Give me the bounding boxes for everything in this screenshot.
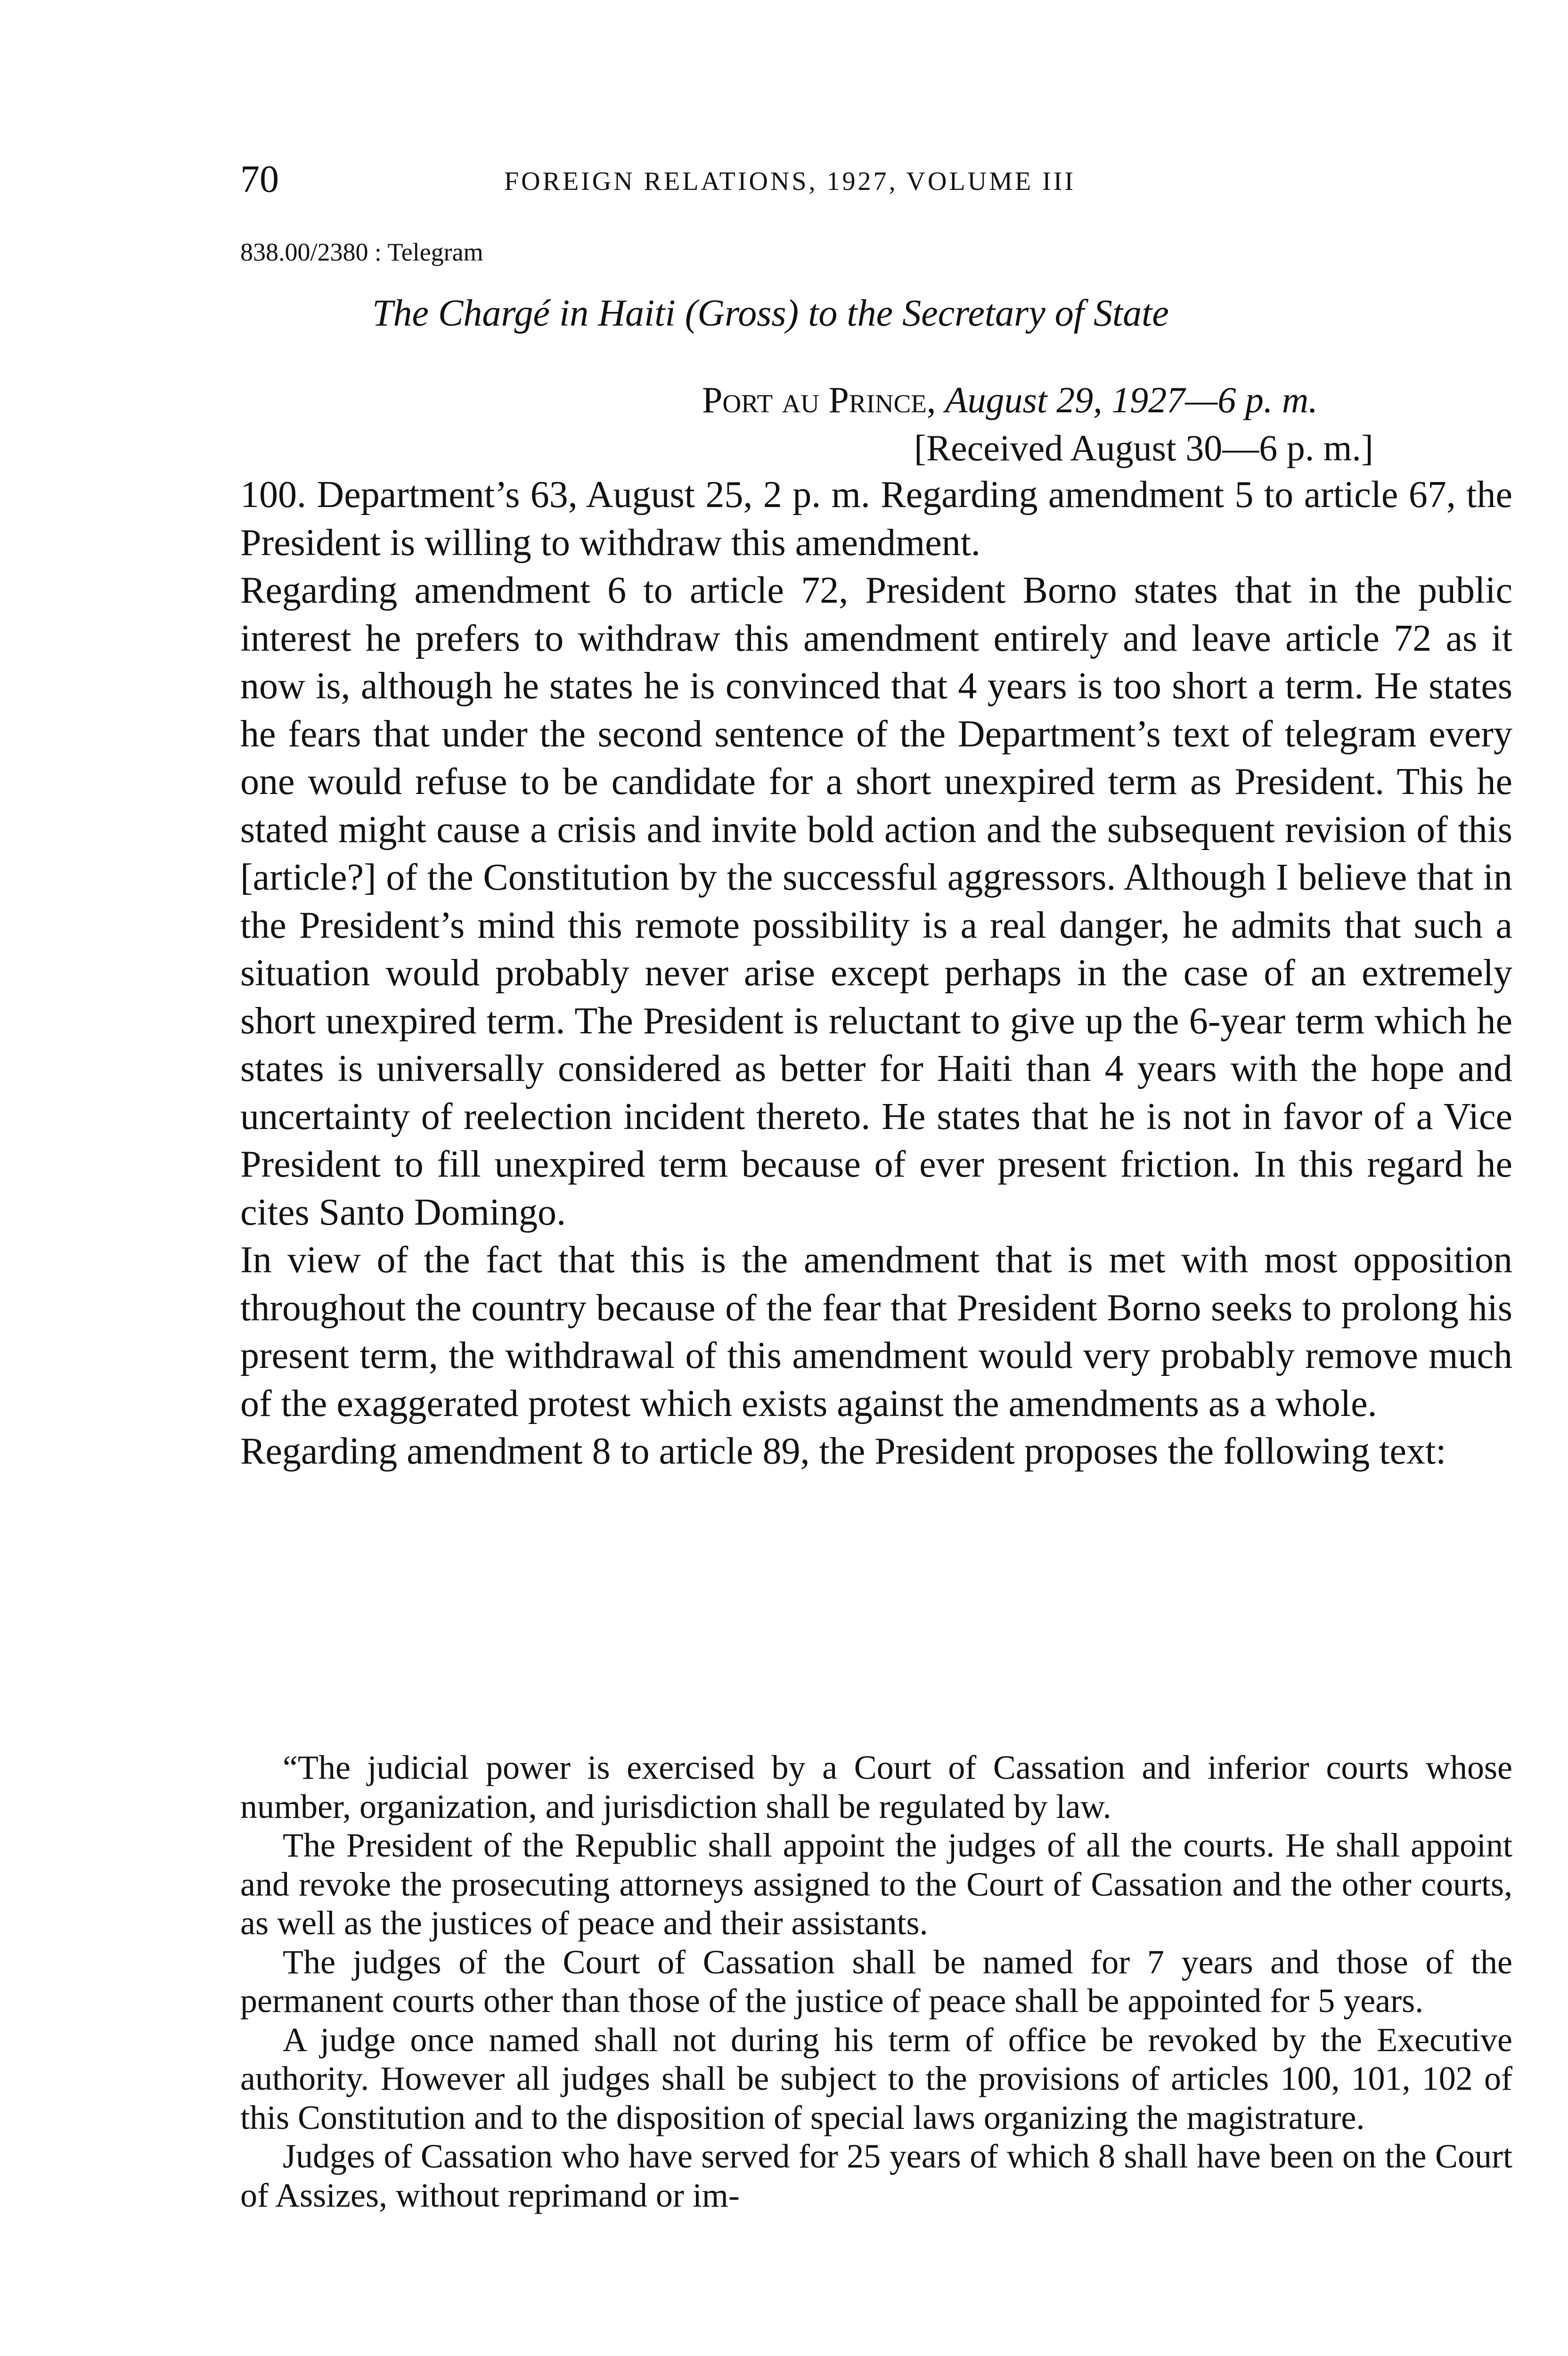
received-line: [Received August 30—6 p. m.] [914,427,1373,468]
quote-paragraph: “The judicial power is exercised by a Court of Cassation and inferior courts whose number, organization, and jurisdiction shall be regulated by law. [240,1749,1512,1825]
telegram-body [240,471,1512,1476]
document-title: The Chargé in Haiti (Gross) to the Secretary of State [372,293,1169,334]
paragraph: Regarding amendment 6 to article 72, President Borno states that in the public interest he prefers to withdraw this amendment entirely and leave article 72 as it now is, although he states he is convinced that 4 years is too short a term. He states he fears that under the second sentence of the Department’s text of telegram every one would refuse to be candidate for a short unexpired term as President. This he stated might cause a crisis and invite bold action and the subsequent revision of this [article?] of the Constitution by the successful aggressors. Although I believe that in the President’s mind this remote possibility is a real danger, he admits that such a situation would probably never arise except perhaps in the case of an extremely short unexpired term. The President is reluctant to give up the 6-year term which he states is universally considered as better for Haiti than 4 years with the hope and uncertainty of reelection incident thereto. He states that he is not in favor of a Vice President to fill unexpired term because of ever present friction. In this regard he cites Santo Domingo. [240,570,1512,1233]
quote-paragraph: A judge once named shall not during his term of office be revoked by the Executive authority. However all judges shall be subject to the provisions of articles 100, 101, 102 of this Constitution and to the disposition of special laws organizing the magistrature. [240,2021,1512,2136]
paragraph: In view of the fact that this is the amendment that is met with most opposition throughout the country because of the fear that President Borno seeks to prolong his present term, the withdrawal of this amendment would very probably remove much of the exaggerated protest which exists against the amendments as a whole. [240,1239,1512,1424]
origin-place: Port au Prince, [702,379,936,420]
page-number: 70 [240,157,279,200]
running-head: FOREIGN RELATIONS, 1927, VOLUME III [504,167,1076,196]
origin-line [702,375,1318,425]
proposed-text-quote [240,1748,1512,2215]
quote-paragraph: The judges of the Court of Cassation shall be named for 7 years and those of the permanent courts other than those of the justice of peace shall be appointed for 5 years. [240,1943,1512,2020]
quote-paragraph: The President of the Republic shall appoint the judges of all the courts. He shall appoint and revoke the prosecuting attorneys assigned to the Court of Cassation and the other courts, as well as the justices of peace and their assistants. [240,1826,1512,1942]
file-reference: 838.00/2380 : Telegram [240,238,483,266]
paragraph: Regarding amendment 8 to article 89, the President proposes the following text: [240,1431,1446,1472]
origin-date: August 29, 1927—6 p. m. [945,379,1318,420]
quote-paragraph: Judges of Cassation who have served for 25 years of which 8 shall have been on the Court of Assizes, without reprimand or im- [240,2137,1512,2214]
page-header [240,155,1512,203]
paragraph: 100. Department’s 63, August 25, 2 p. m. Regarding amendment 5 to article 67, the President is willing to withdraw this amendment. [240,474,1512,564]
